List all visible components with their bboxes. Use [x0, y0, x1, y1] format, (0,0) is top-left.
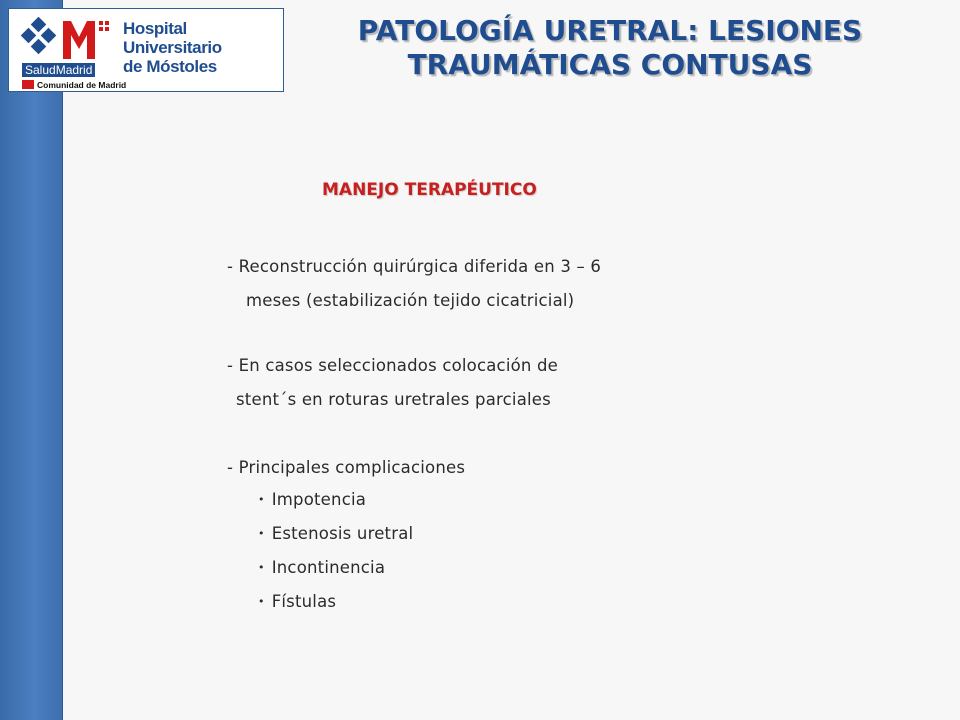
hospital-name-line1: Hospital Universitario	[123, 19, 222, 57]
paragraph-3-line-1: - Principales complicaciones	[227, 458, 466, 477]
bullet-icon: •	[258, 527, 265, 540]
bullet-icon: •	[258, 595, 265, 608]
slide-title-line1: PATOLOGÍA URETRAL: LESIONES	[357, 14, 863, 47]
list-item	[258, 592, 336, 611]
comunidad-madrid-label	[22, 80, 126, 90]
comunidad-text: Comunidad de Madrid	[37, 80, 127, 90]
section-heading: MANEJO TERAPÉUTICO	[322, 180, 537, 200]
paragraph-2-line-1: - En casos seleccionados colocación de	[227, 356, 559, 375]
list-item	[258, 490, 366, 509]
list-item-label: Estenosis uretral	[271, 524, 414, 543]
list-item	[258, 558, 385, 577]
list-item-label: Fístulas	[271, 592, 337, 611]
bullet-icon: •	[258, 561, 265, 574]
paragraph-1-line-1: - Reconstrucción quirúrgica diferida en 3 – 6	[227, 257, 602, 276]
salud-madrid-label: SaludMadrid	[22, 63, 95, 77]
list-item-label: Impotencia	[271, 490, 367, 509]
left-accent-bar	[0, 0, 63, 720]
slide-title	[300, 14, 920, 82]
hospital-logo-icon	[19, 17, 119, 61]
list-item-label: Incontinencia	[271, 558, 386, 577]
paragraph-1-line-2: meses (estabilización tejido cicatricial)	[246, 291, 575, 310]
bullet-icon: •	[258, 493, 265, 506]
paragraph-2-line-2: stent´s en roturas uretrales parciales	[236, 390, 551, 409]
hospital-logo	[8, 8, 284, 92]
hospital-name	[123, 19, 283, 76]
slide-title-line2: TRAUMÁTICAS CONTUSAS	[407, 48, 813, 81]
list-item	[258, 524, 413, 543]
comunidad-flag-icon	[22, 80, 34, 89]
hospital-name-line2: de Móstoles	[123, 57, 217, 76]
